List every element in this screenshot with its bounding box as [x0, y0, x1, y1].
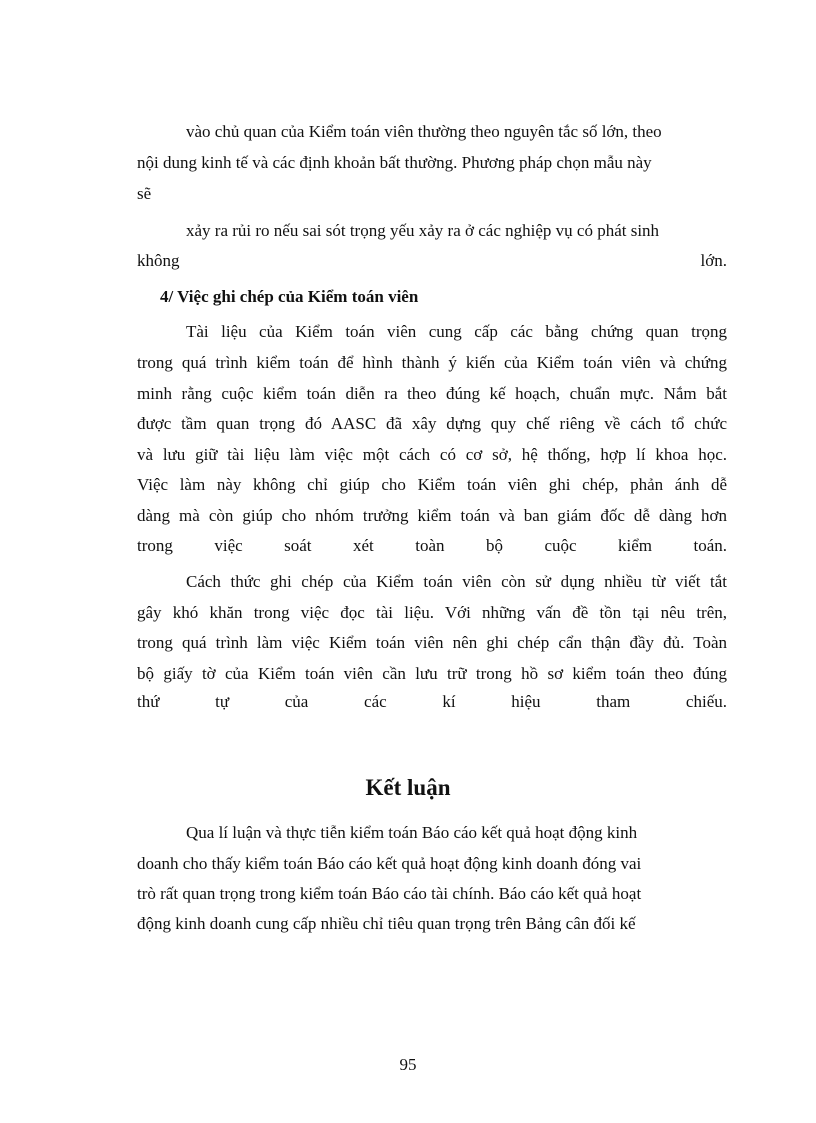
- body-text-line: trong quá trình làm việc Kiểm toán viên nên ghi chép cẩn thận đầy đủ. Toàn: [137, 633, 727, 652]
- body-text-line: Việc làm này không chỉ giúp cho Kiểm toán viên ghi chép, phản ánh dễ: [137, 475, 727, 494]
- body-text-line: Qua lí luận và thực tiễn kiểm toán Báo cáo kết quả hoạt động kinh: [186, 823, 638, 842]
- conclusion-title: Kết luận: [365, 775, 451, 800]
- page-number: 95: [399, 1055, 417, 1074]
- body-text-line: và lưu giữ tài liệu làm việc một cách có cơ sở, hệ thống, hợp lí khoa học.: [137, 445, 727, 464]
- body-text-line: không: [137, 251, 180, 270]
- body-text-line: trong quá trình kiểm toán để hình thành ý kiến của Kiểm toán viên và chứng: [137, 353, 727, 372]
- body-text-line: Tài liệu của Kiểm toán viên cung cấp các bằng chứng quan trọng: [186, 322, 727, 341]
- section-heading: 4/ Việc ghi chép của Kiểm toán viên: [160, 287, 419, 306]
- body-text-line: lớn.: [700, 251, 727, 270]
- body-text-line: Cách thức ghi chép của Kiểm toán viên còn sử dụng nhiều từ viết tắt: [186, 572, 727, 591]
- body-text-line: động kinh doanh cung cấp nhiều chỉ tiêu quan trọng trên Bảng cân đối kế: [137, 914, 636, 933]
- body-text-line: dàng mà còn giúp cho nhóm trưởng kiểm toán và ban giám đốc dễ dàng hơn: [137, 506, 727, 525]
- body-text-line: vào chủ quan của Kiểm toán viên thường theo nguyên tắc số lớn, theo: [186, 122, 662, 141]
- body-text-line: xảy ra rủi ro nếu sai sót trọng yếu xảy ra ở các nghiệp vụ có phát sinh: [186, 221, 660, 240]
- body-text-line: bộ giấy tờ của Kiểm toán viên cần lưu trữ trong hồ sơ kiểm toán theo đúng: [137, 664, 727, 683]
- body-text-line: trò rất quan trọng trong kiểm toán Báo cáo tài chính. Báo cáo kết quả hoạt: [137, 884, 642, 903]
- body-text-line: minh rằng cuộc kiểm toán diễn ra theo đúng kế hoạch, chuẩn mực. Nắm bắt: [137, 384, 727, 403]
- body-text-line: thứ tự của các kí hiệu tham chiếu.: [137, 692, 727, 711]
- body-text-line: được tầm quan trọng đó AASC đã xây dựng quy chế riêng về cách tổ chức: [137, 414, 727, 433]
- body-text-line: doanh cho thấy kiểm toán Báo cáo kết quả hoạt động kinh doanh đóng vai: [137, 854, 642, 873]
- body-text-line: sẽ: [137, 184, 152, 203]
- body-text-line: nội dung kinh tế và các định khoản bất thường. Phương pháp chọn mẫu này: [137, 153, 652, 172]
- body-text-line: trong việc soát xét toàn bộ cuộc kiểm toán.: [137, 536, 727, 555]
- body-text-line: gây khó khăn trong việc đọc tài liệu. Với những vấn đề tồn tại nêu trên,: [137, 603, 727, 622]
